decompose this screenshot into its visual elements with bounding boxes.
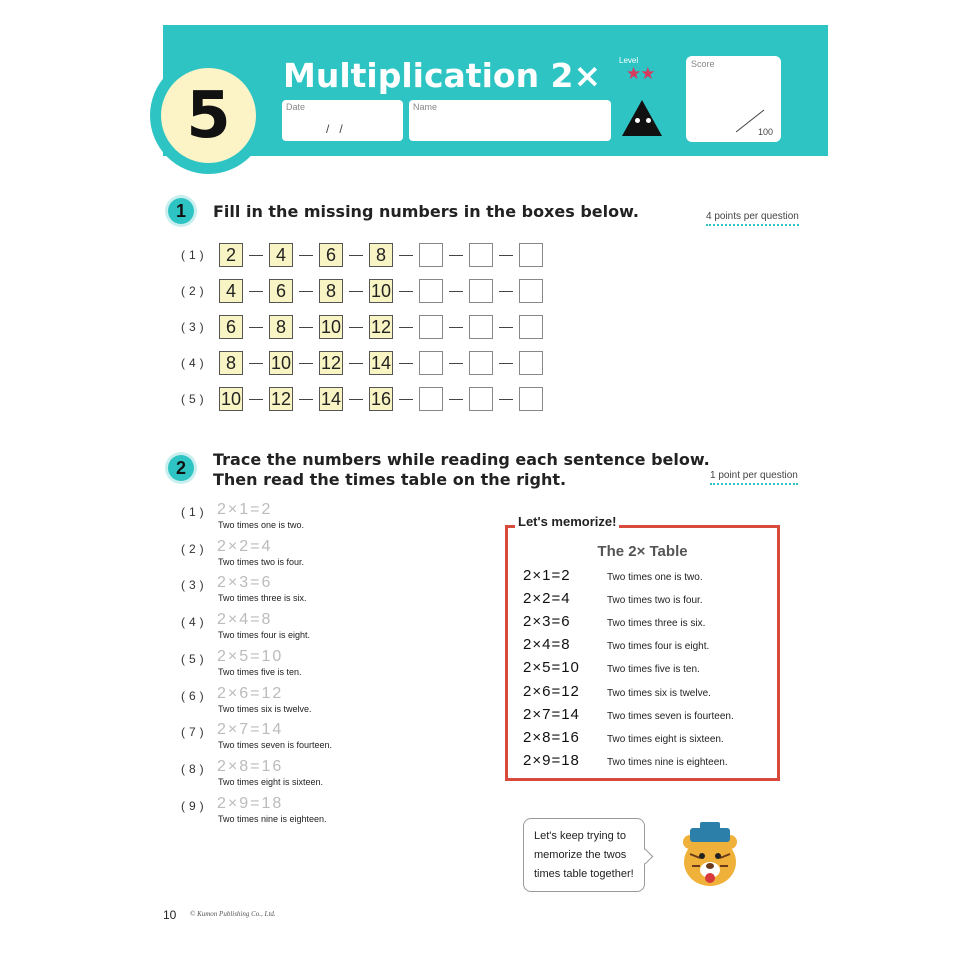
times-table-sentence: Two times seven is fourteen. <box>607 710 734 722</box>
trace-equation[interactable]: 2×6=12 <box>217 684 284 702</box>
mascot-eye-right <box>646 118 651 123</box>
trace-equation[interactable]: 2×8=16 <box>217 757 284 775</box>
times-table-row <box>523 590 703 607</box>
answer-box[interactable] <box>519 315 543 339</box>
given-number-box: 2 <box>219 243 243 267</box>
sequence-dash <box>349 291 363 292</box>
trace-label: (5) <box>181 651 208 666</box>
sequence-row <box>181 351 543 375</box>
times-table-sentence: Two times three is six. <box>607 618 706 630</box>
mascot-eye-left <box>635 118 640 123</box>
lesson-badge-inner <box>161 68 256 163</box>
times-table-sentence: Two times six is twelve. <box>607 687 711 699</box>
page-number: 10 <box>163 908 177 922</box>
sequence-dash <box>349 327 363 328</box>
sequence-dash <box>499 291 513 292</box>
sequence-row <box>181 387 543 411</box>
sequence-dash <box>299 327 313 328</box>
sequence-dash <box>399 255 413 256</box>
trace-sentence: Two times two is four. <box>218 556 305 567</box>
given-number-box: 16 <box>369 387 393 411</box>
section-1-number: 1 <box>168 198 194 224</box>
name-field[interactable] <box>409 100 611 141</box>
given-number-box: 4 <box>219 279 243 303</box>
times-table-row <box>523 613 705 630</box>
given-number-box: 10 <box>219 387 243 411</box>
trace-label: (4) <box>181 615 208 630</box>
speech-line-1: Let's keep trying to <box>534 830 626 842</box>
times-table-row <box>523 729 724 746</box>
times-table-heading: The 2× Table <box>597 543 688 560</box>
triangle-mascot-icon <box>622 100 662 136</box>
answer-box[interactable] <box>469 279 493 303</box>
sequence-dash <box>399 399 413 400</box>
name-label: Name <box>413 102 438 112</box>
times-table-equation: 2×7=14 <box>523 705 580 723</box>
sequence-dash <box>449 399 463 400</box>
times-table-sentence: Two times eight is sixteen. <box>607 733 724 745</box>
sequence-dash <box>249 255 263 256</box>
memorize-title: Let's memorize! <box>515 514 619 529</box>
trace-sentence: Two times nine is eighteen. <box>218 813 327 824</box>
given-number-box: 8 <box>219 351 243 375</box>
times-table-row <box>523 752 728 769</box>
trace-sentence: Two times eight is sixteen. <box>218 776 324 787</box>
section-2-instruction-line1: Trace the numbers while reading each sentence below. <box>213 450 710 469</box>
given-number-box: 6 <box>269 279 293 303</box>
row-label: (5) <box>181 392 208 406</box>
given-number-box: 12 <box>269 387 293 411</box>
sequence-dash <box>499 399 513 400</box>
trace-equation[interactable]: 2×4=8 <box>217 611 273 629</box>
answer-box[interactable] <box>469 243 493 267</box>
answer-box[interactable] <box>469 315 493 339</box>
given-number-box: 10 <box>369 279 393 303</box>
sequence-row <box>181 315 543 339</box>
section-1-points: 4 points per question <box>706 211 799 226</box>
row-label: (3) <box>181 320 208 334</box>
trace-equation[interactable]: 2×3=6 <box>217 574 273 592</box>
sequence-dash <box>299 255 313 256</box>
date-separators: / / <box>326 122 343 136</box>
sequence-dash <box>499 363 513 364</box>
sequence-dash <box>499 255 513 256</box>
times-table-row <box>523 706 734 723</box>
sequence-dash <box>499 327 513 328</box>
answer-box[interactable] <box>419 279 443 303</box>
trace-label: (3) <box>181 578 208 593</box>
given-number-box: 14 <box>369 351 393 375</box>
times-table-equation: 2×4=8 <box>523 636 571 654</box>
times-table-row <box>523 567 703 584</box>
times-table-row <box>523 683 711 700</box>
given-number-box: 10 <box>319 315 343 339</box>
trace-sentence: Two times seven is fourteen. <box>218 740 333 751</box>
date-label: Date <box>286 102 306 112</box>
given-number-box: 6 <box>319 243 343 267</box>
answer-box[interactable] <box>419 387 443 411</box>
section-2-instruction-line2: Then read the times table on the right. <box>213 470 567 489</box>
row-label: (4) <box>181 356 208 370</box>
given-number-box: 14 <box>319 387 343 411</box>
given-number-box: 8 <box>269 315 293 339</box>
trace-equation[interactable]: 2×1=2 <box>217 501 273 518</box>
speech-bubble <box>523 818 645 892</box>
times-table-sentence: Two times nine is eighteen. <box>607 756 728 768</box>
times-table-sentence: Two times five is ten. <box>607 664 700 676</box>
lesson-number: 5 <box>186 78 231 153</box>
answer-box[interactable] <box>419 351 443 375</box>
answer-box[interactable] <box>519 243 543 267</box>
answer-box[interactable] <box>519 351 543 375</box>
section-2-number: 2 <box>168 455 194 481</box>
tiger-mascot-icon <box>680 820 740 890</box>
times-table-row <box>523 659 700 676</box>
score-box[interactable] <box>686 56 781 142</box>
sequence-row <box>181 243 543 267</box>
times-table-equation: 2×2=4 <box>523 590 571 608</box>
page-title: Multiplication 2× <box>283 56 602 95</box>
trace-sentence: Two times one is two. <box>218 520 305 530</box>
given-number-box: 10 <box>269 351 293 375</box>
speech-line-3: times table together! <box>534 868 634 880</box>
trace-label: (8) <box>181 761 208 776</box>
trace-equation[interactable]: 2×5=10 <box>217 647 284 665</box>
answer-box[interactable] <box>469 387 493 411</box>
given-number-box: 8 <box>319 279 343 303</box>
sequence-dash <box>349 399 363 400</box>
sequence-dash <box>249 363 263 364</box>
times-table-equation: 2×1=2 <box>523 567 571 584</box>
sequence-dash <box>449 363 463 364</box>
given-number-box: 6 <box>219 315 243 339</box>
score-total: 100 <box>758 127 774 137</box>
answer-box[interactable] <box>419 243 443 267</box>
trace-label: (9) <box>181 798 208 813</box>
answer-box[interactable] <box>519 387 543 411</box>
times-table-equation: 2×3=6 <box>523 613 571 631</box>
answer-box[interactable] <box>469 351 493 375</box>
sequence-dash <box>349 363 363 364</box>
sequence-row <box>181 279 543 303</box>
sequence-dash <box>299 399 313 400</box>
sequence-dash <box>349 255 363 256</box>
score-label: Score <box>691 59 715 69</box>
trace-equation[interactable]: 2×7=14 <box>217 721 284 739</box>
given-number-box: 4 <box>269 243 293 267</box>
sequence-dash <box>399 363 413 364</box>
trace-equation[interactable]: 2×9=18 <box>217 794 284 812</box>
times-table-row <box>523 636 709 653</box>
times-table-equation: 2×5=10 <box>523 659 580 677</box>
speech-line-2: memorize the twos <box>534 849 627 861</box>
trace-sentence: Two times six is twelve. <box>218 703 312 714</box>
date-field[interactable] <box>282 100 403 141</box>
times-table-equation: 2×8=16 <box>523 728 580 746</box>
sequence-dash <box>449 291 463 292</box>
trace-label: (6) <box>181 688 208 703</box>
level-label: Level <box>619 56 639 65</box>
trace-sentence: Two times four is eight. <box>218 630 311 641</box>
times-table-sentence: Two times two is four. <box>607 595 703 607</box>
sequence-dash <box>299 291 313 292</box>
sequence-dash <box>399 327 413 328</box>
section-1-instruction: Fill in the missing numbers in the boxes below. <box>213 202 639 221</box>
section-2-points: 1 point per question <box>710 470 798 485</box>
sequence-dash <box>299 363 313 364</box>
times-table-equation: 2×6=12 <box>523 682 580 700</box>
row-label: (2) <box>181 284 208 298</box>
sequence-dash <box>249 291 263 292</box>
level-stars-icon: ★★ <box>626 64 655 83</box>
trace-sentence: Two times five is ten. <box>218 666 302 677</box>
sequence-dash <box>449 255 463 256</box>
answer-box[interactable] <box>519 279 543 303</box>
trace-label: (2) <box>181 541 208 556</box>
given-number-box: 12 <box>319 351 343 375</box>
sequence-dash <box>249 327 263 328</box>
given-number-box: 8 <box>369 243 393 267</box>
copyright: © Kumon Publishing Co., Ltd. <box>190 910 276 918</box>
times-table-sentence: Two times four is eight. <box>607 641 710 653</box>
trace-equation[interactable]: 2×2=4 <box>217 537 273 555</box>
trace-label: (1) <box>181 505 208 519</box>
row-label: (1) <box>181 248 208 262</box>
answer-box[interactable] <box>419 315 443 339</box>
given-number-box: 12 <box>369 315 393 339</box>
times-table-equation: 2×9=18 <box>523 751 580 769</box>
sequence-dash <box>249 399 263 400</box>
times-table-sentence: Two times one is two. <box>607 572 703 583</box>
trace-label: (7) <box>181 725 208 740</box>
sequence-dash <box>399 291 413 292</box>
sequence-dash <box>449 327 463 328</box>
trace-sentence: Two times three is six. <box>218 593 307 604</box>
